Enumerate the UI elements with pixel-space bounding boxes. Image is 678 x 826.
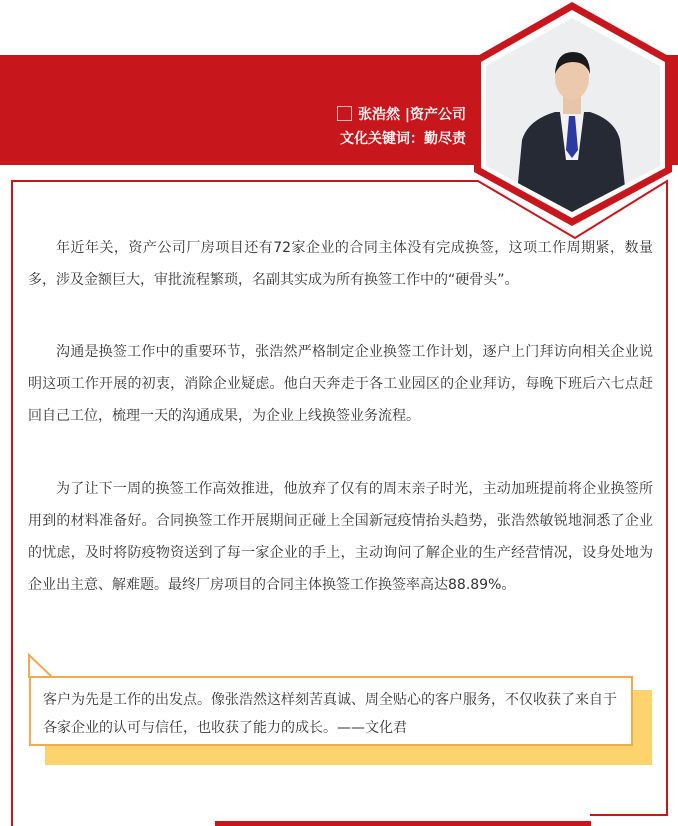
quote-box [29, 676, 633, 746]
quote-text: 客户为先是工作的出发点。像张浩然这样刻苦真诚、周全贴心的客户服务，不仅收获了来自于各家企业的认可与信任，也收获了能力的成长。——文化君 [43, 692, 617, 736]
person-name: 张浩然 [358, 107, 400, 123]
paragraph-2: 沟通是换签工作中的重要环节，张浩然严格制定企业换签工作计划，逐户上门拜访向相关企业说明这项工作开展的初衷，消除企业疑虑。他白天奔走于各工业园区的企业拜访，每晚下班后六七点赶回自己工位，梳理一天的沟通成果，为企业上线换签业务流程。 [28, 344, 653, 424]
culture-keyword: 文化关键词：勤尽责 [340, 131, 466, 147]
company-name: |资产公司 [404, 107, 466, 123]
paragraph-3: 为了让下一周的换签工作高效推进，他放弃了仅有的周末亲子时光，主动加班提前将企业换签所用到的材料准备好。合同换签工作开展期间正碰上全国新冠疫情抬头趋势，张浩然敏锐地洞悉了企业的忧虑，及时将防疫物资送到了每一家企业的手上，主动询问了解企业的生产经营情况，设身处地为企业出主意、解难题。最终厂房项目的合同主体换签工作换签率高达88.89%。 [28, 481, 653, 593]
paragraph-1: 年近年关，资产公司厂房项目还有72家企业的合同主体没有完成换签，这项工作周期紧，数量多，涉及金额巨大，审批流程繁琐，名副其实成为所有换签工作中的“硬骨头”。 [28, 240, 653, 288]
bottom-divider [215, 821, 591, 826]
